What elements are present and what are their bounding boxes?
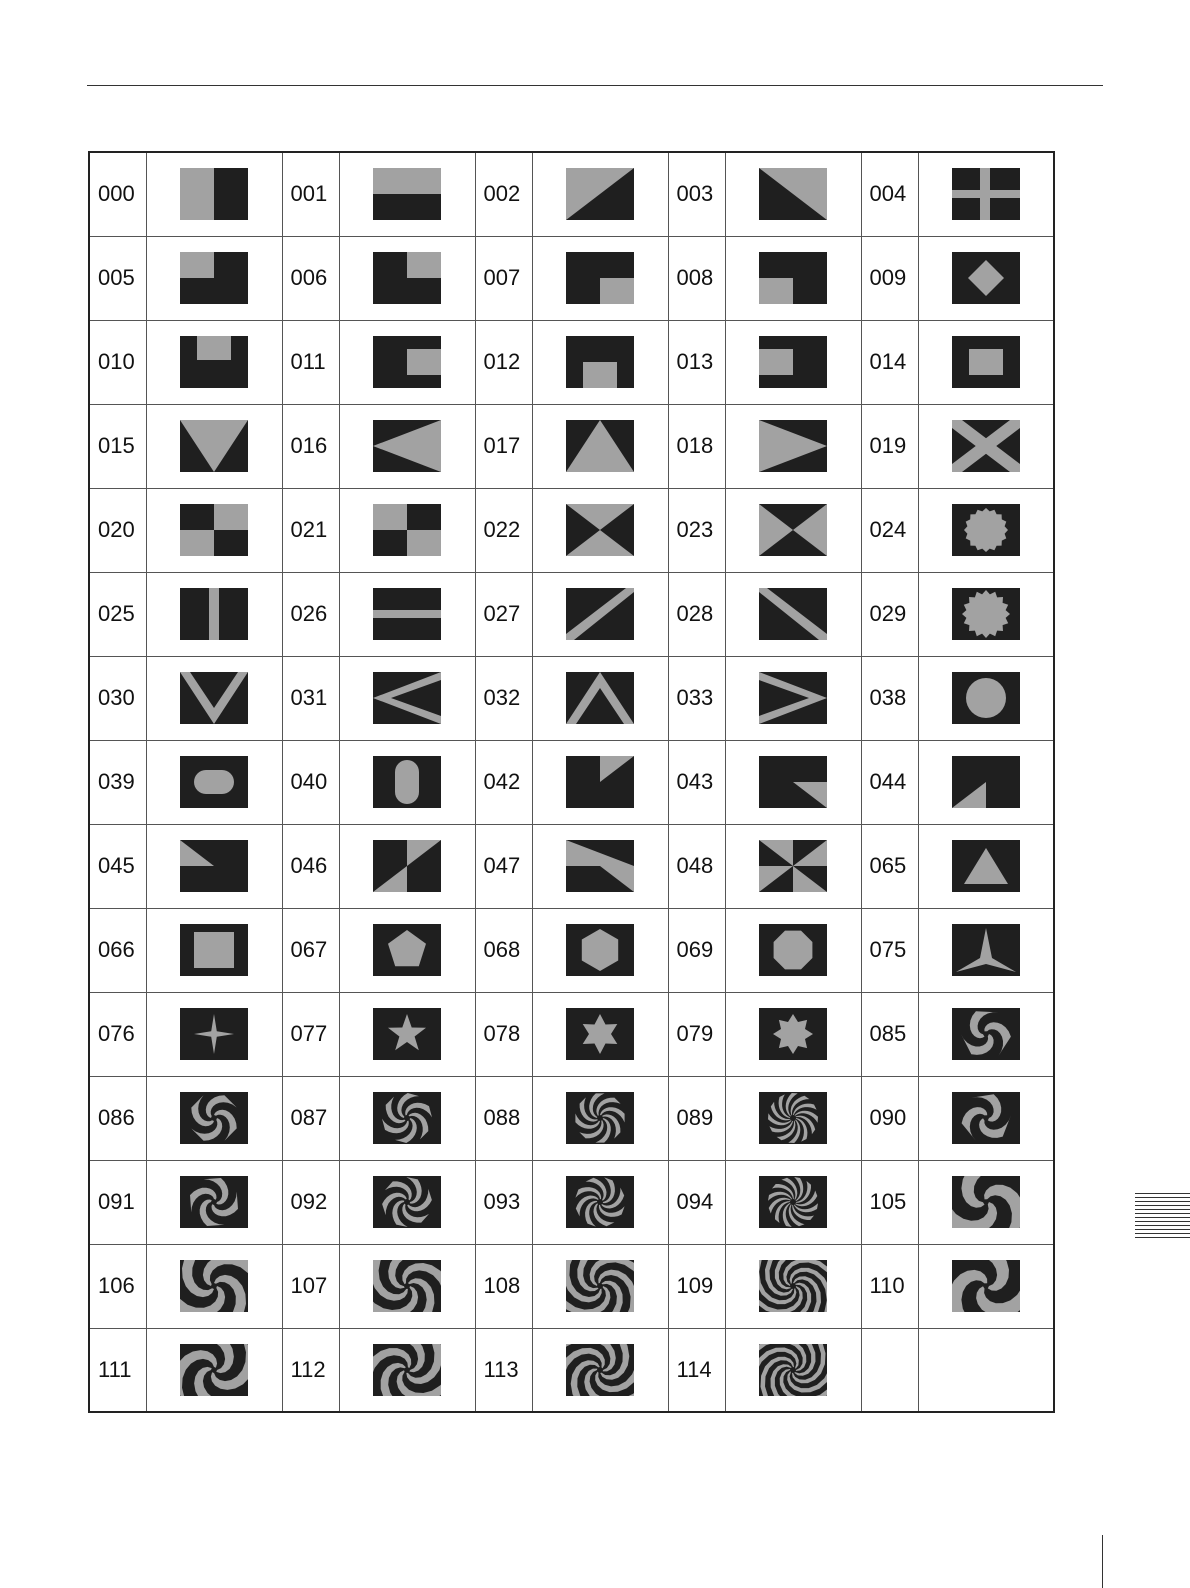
pattern-row xyxy=(89,1160,1054,1244)
pattern-thumbnail xyxy=(146,152,282,236)
pattern-thumbnail xyxy=(918,824,1054,908)
pattern-006-icon xyxy=(373,252,441,304)
pattern-thumbnail xyxy=(146,992,282,1076)
pattern-039-icon xyxy=(180,756,248,808)
pattern-020-icon xyxy=(180,504,248,556)
pattern-row xyxy=(89,740,1054,824)
pattern-number: 091 xyxy=(89,1160,146,1244)
pattern-thumbnail xyxy=(918,488,1054,572)
pattern-number: 079 xyxy=(668,992,725,1076)
pattern-number: 002 xyxy=(475,152,532,236)
pattern-number: 113 xyxy=(475,1328,532,1412)
pattern-016-icon xyxy=(373,420,441,472)
wipe-pattern-table xyxy=(88,151,1055,1413)
pattern-thumbnail xyxy=(146,404,282,488)
pattern-000-icon xyxy=(180,168,248,220)
pattern-number: 087 xyxy=(282,1076,339,1160)
pattern-number: 025 xyxy=(89,572,146,656)
pattern-thumbnail xyxy=(339,1160,475,1244)
pattern-thumbnail xyxy=(339,656,475,740)
pattern-number: 022 xyxy=(475,488,532,572)
pattern-row xyxy=(89,572,1054,656)
pattern-089-icon xyxy=(759,1092,827,1144)
pattern-thumbnail xyxy=(532,572,668,656)
pattern-thumbnail xyxy=(532,488,668,572)
pattern-thumbnail xyxy=(146,488,282,572)
pattern-044-icon xyxy=(952,756,1020,808)
pattern-thumbnail xyxy=(532,320,668,404)
pattern-078-icon xyxy=(566,1008,634,1060)
pattern-row xyxy=(89,992,1054,1076)
pattern-thumbnail xyxy=(918,908,1054,992)
pattern-number: 038 xyxy=(861,656,918,740)
pattern-086-icon xyxy=(180,1092,248,1144)
pattern-thumbnail xyxy=(725,1160,861,1244)
pattern-048-icon xyxy=(759,840,827,892)
pattern-number: 078 xyxy=(475,992,532,1076)
pattern-number: 018 xyxy=(668,404,725,488)
pattern-row xyxy=(89,908,1054,992)
pattern-thumbnail xyxy=(532,1076,668,1160)
pattern-thumbnail xyxy=(725,1328,861,1412)
pattern-row xyxy=(89,404,1054,488)
pattern-number: 045 xyxy=(89,824,146,908)
pattern-027-icon xyxy=(566,588,634,640)
pattern-row xyxy=(89,656,1054,740)
footer-rule xyxy=(1102,1535,1103,1588)
pattern-number xyxy=(861,1328,918,1412)
pattern-thumbnail xyxy=(725,908,861,992)
pattern-076-icon xyxy=(180,1008,248,1060)
pattern-004-icon xyxy=(952,168,1020,220)
pattern-number: 088 xyxy=(475,1076,532,1160)
pattern-number: 012 xyxy=(475,320,532,404)
pattern-thumbnail xyxy=(918,656,1054,740)
pattern-067-icon xyxy=(373,924,441,976)
pattern-number: 089 xyxy=(668,1076,725,1160)
pattern-number: 007 xyxy=(475,236,532,320)
pattern-008-icon xyxy=(759,252,827,304)
pattern-thumbnail xyxy=(725,320,861,404)
pattern-thumbnail xyxy=(339,152,475,236)
pattern-number: 023 xyxy=(668,488,725,572)
pattern-thumbnail xyxy=(339,1328,475,1412)
pattern-number: 077 xyxy=(282,992,339,1076)
pattern-065-icon xyxy=(952,840,1020,892)
pattern-number: 067 xyxy=(282,908,339,992)
pattern-thumbnail xyxy=(532,152,668,236)
pattern-number: 019 xyxy=(861,404,918,488)
pattern-number: 106 xyxy=(89,1244,146,1328)
pattern-number: 011 xyxy=(282,320,339,404)
pattern-079-icon xyxy=(759,1008,827,1060)
pattern-021-icon xyxy=(373,504,441,556)
pattern-031-icon xyxy=(373,672,441,724)
header-rule xyxy=(87,85,1103,86)
pattern-010-icon xyxy=(180,336,248,388)
pattern-108-icon xyxy=(566,1260,634,1312)
pattern-022-icon xyxy=(566,504,634,556)
pattern-042-icon xyxy=(566,756,634,808)
pattern-114-icon xyxy=(759,1344,827,1396)
pattern-number: 005 xyxy=(89,236,146,320)
pattern-013-icon xyxy=(759,336,827,388)
pattern-088-icon xyxy=(566,1092,634,1144)
pattern-thumbnail xyxy=(725,404,861,488)
pattern-thumbnail xyxy=(146,1244,282,1328)
pattern-row xyxy=(89,236,1054,320)
pattern-number: 006 xyxy=(282,236,339,320)
pattern-085-icon xyxy=(952,1008,1020,1060)
pattern-thumbnail xyxy=(725,1076,861,1160)
pattern-number: 110 xyxy=(861,1244,918,1328)
pattern-thumbnail xyxy=(725,572,861,656)
pattern-number: 068 xyxy=(475,908,532,992)
pattern-number: 032 xyxy=(475,656,532,740)
pattern-012-icon xyxy=(566,336,634,388)
pattern-number: 044 xyxy=(861,740,918,824)
pattern-number: 020 xyxy=(89,488,146,572)
pattern-number: 030 xyxy=(89,656,146,740)
pattern-thumbnail xyxy=(918,992,1054,1076)
pattern-number: 039 xyxy=(89,740,146,824)
pattern-026-icon xyxy=(373,588,441,640)
pattern-number: 013 xyxy=(668,320,725,404)
pattern-043-icon xyxy=(759,756,827,808)
pattern-thumbnail xyxy=(918,740,1054,824)
pattern-thumbnail xyxy=(146,572,282,656)
pattern-row xyxy=(89,824,1054,908)
pattern-009-icon xyxy=(952,252,1020,304)
pattern-087-icon xyxy=(373,1092,441,1144)
pattern-number: 008 xyxy=(668,236,725,320)
pattern-109-icon xyxy=(759,1260,827,1312)
pattern-number: 028 xyxy=(668,572,725,656)
pattern-014-icon xyxy=(952,336,1020,388)
pattern-093-icon xyxy=(566,1176,634,1228)
pattern-thumbnail xyxy=(532,740,668,824)
pattern-thumbnail xyxy=(339,908,475,992)
pattern-094-icon xyxy=(759,1176,827,1228)
pattern-number: 009 xyxy=(861,236,918,320)
pattern-077-icon xyxy=(373,1008,441,1060)
pattern-number: 001 xyxy=(282,152,339,236)
pattern-068-icon xyxy=(566,924,634,976)
pattern-025-icon xyxy=(180,588,248,640)
pattern-number: 092 xyxy=(282,1160,339,1244)
pattern-thumbnail xyxy=(339,236,475,320)
pattern-030-icon xyxy=(180,672,248,724)
pattern-number: 021 xyxy=(282,488,339,572)
pattern-row xyxy=(89,1076,1054,1160)
pattern-thumbnail xyxy=(339,572,475,656)
pattern-number: 017 xyxy=(475,404,532,488)
pattern-092-icon xyxy=(373,1176,441,1228)
pattern-thumbnail xyxy=(725,152,861,236)
pattern-003-icon xyxy=(759,168,827,220)
pattern-thumbnail xyxy=(532,992,668,1076)
pattern-075-icon xyxy=(952,924,1020,976)
pattern-number: 076 xyxy=(89,992,146,1076)
pattern-number: 065 xyxy=(861,824,918,908)
section-tab-marker xyxy=(1135,1193,1190,1244)
pattern-thumbnail xyxy=(918,236,1054,320)
pattern-number: 086 xyxy=(89,1076,146,1160)
pattern-thumbnail xyxy=(532,656,668,740)
pattern-thumbnail xyxy=(146,320,282,404)
pattern-066-icon xyxy=(180,924,248,976)
pattern-thumbnail xyxy=(725,488,861,572)
pattern-number: 024 xyxy=(861,488,918,572)
pattern-thumbnail xyxy=(339,992,475,1076)
pattern-thumbnail xyxy=(725,656,861,740)
pattern-thumbnail xyxy=(532,1244,668,1328)
pattern-row xyxy=(89,488,1054,572)
pattern-thumbnail xyxy=(918,1076,1054,1160)
pattern-thumbnail xyxy=(918,1328,1054,1412)
pattern-number: 090 xyxy=(861,1076,918,1160)
pattern-number: 109 xyxy=(668,1244,725,1328)
pattern-thumbnail xyxy=(146,236,282,320)
pattern-number: 093 xyxy=(475,1160,532,1244)
pattern-number: 069 xyxy=(668,908,725,992)
pattern-thumbnail xyxy=(725,824,861,908)
pattern-024-icon xyxy=(952,504,1020,556)
pattern-005-icon xyxy=(180,252,248,304)
pattern-107-icon xyxy=(373,1260,441,1312)
pattern-number: 107 xyxy=(282,1244,339,1328)
pattern-number: 003 xyxy=(668,152,725,236)
pattern-thumbnail xyxy=(532,1160,668,1244)
pattern-row xyxy=(89,1328,1054,1412)
pattern-number: 029 xyxy=(861,572,918,656)
pattern-number: 114 xyxy=(668,1328,725,1412)
pattern-thumbnail xyxy=(146,1328,282,1412)
pattern-018-icon xyxy=(759,420,827,472)
pattern-015-icon xyxy=(180,420,248,472)
pattern-thumbnail xyxy=(918,404,1054,488)
pattern-number: 004 xyxy=(861,152,918,236)
pattern-thumbnail xyxy=(339,320,475,404)
pattern-row xyxy=(89,1244,1054,1328)
pattern-032-icon xyxy=(566,672,634,724)
pattern-number: 105 xyxy=(861,1160,918,1244)
pattern-number: 046 xyxy=(282,824,339,908)
pattern-106-icon xyxy=(180,1260,248,1312)
pattern-number: 048 xyxy=(668,824,725,908)
pattern-thumbnail xyxy=(725,236,861,320)
pattern-number: 066 xyxy=(89,908,146,992)
pattern-019-icon xyxy=(952,420,1020,472)
pattern-thumbnail xyxy=(918,320,1054,404)
pattern-thumbnail xyxy=(918,572,1054,656)
pattern-029-icon xyxy=(952,588,1020,640)
pattern-033-icon xyxy=(759,672,827,724)
pattern-number: 015 xyxy=(89,404,146,488)
pattern-number: 014 xyxy=(861,320,918,404)
pattern-number: 075 xyxy=(861,908,918,992)
pattern-number: 027 xyxy=(475,572,532,656)
pattern-040-icon xyxy=(373,756,441,808)
pattern-thumbnail xyxy=(146,1076,282,1160)
pattern-number: 026 xyxy=(282,572,339,656)
pattern-thumbnail xyxy=(339,740,475,824)
pattern-number: 031 xyxy=(282,656,339,740)
pattern-thumbnail xyxy=(532,1328,668,1412)
pattern-thumbnail xyxy=(725,992,861,1076)
pattern-thumbnail xyxy=(146,908,282,992)
pattern-number: 094 xyxy=(668,1160,725,1244)
pattern-number: 042 xyxy=(475,740,532,824)
pattern-number: 033 xyxy=(668,656,725,740)
pattern-113-icon xyxy=(566,1344,634,1396)
pattern-thumbnail xyxy=(918,1160,1054,1244)
pattern-thumbnail xyxy=(146,1160,282,1244)
pattern-thumbnail xyxy=(339,1244,475,1328)
pattern-thumbnail xyxy=(725,1244,861,1328)
pattern-number: 016 xyxy=(282,404,339,488)
pattern-011-icon xyxy=(373,336,441,388)
pattern-number: 000 xyxy=(89,152,146,236)
pattern-thumbnail xyxy=(918,152,1054,236)
pattern-thumbnail xyxy=(339,824,475,908)
pattern-number: 010 xyxy=(89,320,146,404)
pattern-047-icon xyxy=(566,840,634,892)
pattern-045-icon xyxy=(180,840,248,892)
pattern-number: 040 xyxy=(282,740,339,824)
pattern-thumbnail xyxy=(339,1076,475,1160)
pattern-number: 112 xyxy=(282,1328,339,1412)
pattern-001-icon xyxy=(373,168,441,220)
pattern-007-icon xyxy=(566,252,634,304)
pattern-112-icon xyxy=(373,1344,441,1396)
pattern-number: 043 xyxy=(668,740,725,824)
pattern-number: 108 xyxy=(475,1244,532,1328)
pattern-thumbnail xyxy=(918,1244,1054,1328)
pattern-thumbnail xyxy=(339,404,475,488)
pattern-002-icon xyxy=(566,168,634,220)
pattern-thumbnail xyxy=(725,740,861,824)
pattern-thumbnail xyxy=(146,740,282,824)
pattern-110-icon xyxy=(952,1260,1020,1312)
pattern-028-icon xyxy=(759,588,827,640)
pattern-111-icon xyxy=(180,1344,248,1396)
pattern-thumbnail xyxy=(532,824,668,908)
pattern-090-icon xyxy=(952,1092,1020,1144)
pattern-thumbnail xyxy=(532,404,668,488)
pattern-105-icon xyxy=(952,1176,1020,1228)
pattern-row xyxy=(89,152,1054,236)
pattern-thumbnail xyxy=(339,488,475,572)
pattern-091-icon xyxy=(180,1176,248,1228)
pattern-thumbnail xyxy=(532,908,668,992)
pattern-thumbnail xyxy=(146,824,282,908)
pattern-046-icon xyxy=(373,840,441,892)
pattern-number: 085 xyxy=(861,992,918,1076)
pattern-023-icon xyxy=(759,504,827,556)
pattern-069-icon xyxy=(759,924,827,976)
pattern-017-icon xyxy=(566,420,634,472)
pattern-thumbnail xyxy=(146,656,282,740)
pattern-038-icon xyxy=(952,672,1020,724)
pattern-thumbnail xyxy=(532,236,668,320)
pattern-row xyxy=(89,320,1054,404)
pattern-number: 111 xyxy=(89,1328,146,1412)
pattern-number: 047 xyxy=(475,824,532,908)
